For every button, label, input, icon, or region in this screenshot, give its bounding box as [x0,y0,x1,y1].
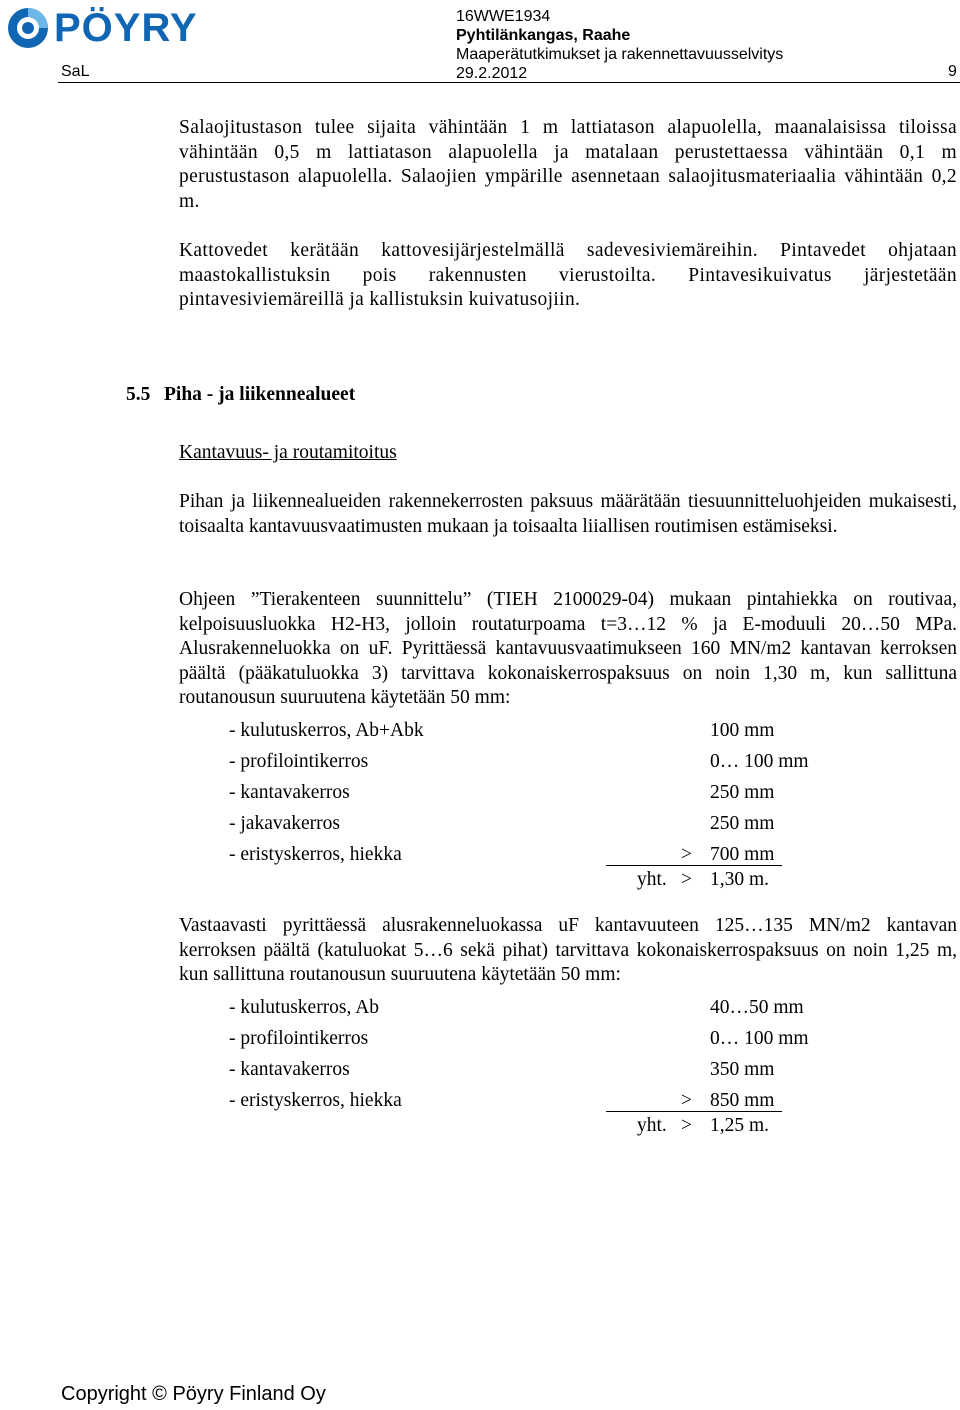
section-title: Piha - ja liikennealueet [164,384,356,405]
layer-label: - kulutuskerros, Ab+Abk [229,720,424,741]
roof-water-paragraph: Kattovedet kerätään kattovesijärjestelmällä sadevesiviemäreihin. Pintavedet ohjataan maastokallistuksin pois rakennusten vierustoilta. Pintavesikuivatus järjestetään pintavesiviemäreillä ja kallistuksin kuivatusojiin. [179,240,957,310]
guideline-paragraph: Ohjeen ”Tierakenteen suunnittelu” (TIEH 2100029-04) mukaan pintahiekka on routivaa, kelpoisuusluokka H2-H3, jolloin routaturpoama t=3…12 % ja E-moduuli 20…50 MPa. Alusrakenneluokka on uF. Pyrittäessä kantavuusvaatimukseen 160 MN/m2 kantavan kerroksen päältä (pääkatuluokka 3) tarvittava kokonaiskerrospaksuus on noin 1,30 m, kun sallittuna routanousun suuruutena käytetään 50 mm: [179,589,957,708]
page-number: 9 [948,63,957,80]
total-value: 1,30 m. [710,869,770,890]
total-prefix: > [681,869,692,890]
layer-label: - kulutuskerros, Ab [229,997,380,1018]
section-number: 5.5 [126,384,151,405]
layer-value: 250 mm [710,782,775,803]
document-id: 16WWE1934 [456,8,551,25]
layer-value: 100 mm [710,720,775,741]
drainage-paragraph: Salaojitustason tulee sijaita vähintään 1 m lattiatason alapuolella, maanalaisissa tiloissa vähintään 0,5 m lattiatason alapuolella ja matalaan perustettaessa vähintään 0,1 m perustustason alapuolella. Salaojien ympärille asennetaan salaojitusmateriaalia vähintään 0,2 m. [179,117,957,212]
document-header [456,7,783,83]
project-location: Pyhtilänkangas, Raahe [456,27,631,44]
total-label: yht. [637,869,667,890]
sum-underline [606,865,782,866]
layer-value: 0… 100 mm [710,751,809,772]
poyry-logo-icon [6,6,50,50]
layer-label: - eristyskerros, hiekka [229,844,402,865]
total-label: yht. [637,1115,667,1136]
layer-value: 40…50 mm [710,997,804,1018]
layer-label: - eristyskerros, hiekka [229,1090,402,1111]
layer-label: - profilointikerros [229,1028,369,1049]
header-divider [58,82,960,83]
layer-label: - kantavakerros [229,782,350,803]
total-prefix: > [681,1115,692,1136]
layer-value: 700 mm [710,844,775,865]
document-subject: Maaperätutkimukset ja rakennettavuusselvitys [456,46,784,63]
sum-underline [606,1111,782,1112]
author-initials: SaL [61,63,90,80]
alternative-paragraph: Vastaavasti pyrittäessä alusrakenneluokassa uF kantavuuteen 125…135 MN/m2 kantavan kerroksen päältä (katuluokat 5…6 sekä pihat) tarvittava kokonaiskerrospaksuus on noin 1,25 m, kun sallittuna routanousun suuruutena käytetään 50 mm: [179,915,957,985]
subheading: Kantavuus- ja routamitoitus [179,442,397,463]
layer-label: - profilointikerros [229,751,369,772]
layer-prefix: > [681,844,692,865]
layer-value: 250 mm [710,813,775,834]
logo-wordmark: PÖYRY [54,6,198,50]
document-date: 29.2.2012 [456,65,528,82]
total-value: 1,25 m. [710,1115,770,1136]
layer-value: 350 mm [710,1059,775,1080]
company-logo [6,6,198,50]
layer-label: - jakavakerros [229,813,340,834]
copyright-footer: Copyright © Pöyry Finland Oy [61,1383,326,1405]
layer-prefix: > [681,1090,692,1111]
layer-value: 850 mm [710,1090,775,1111]
layer-label: - kantavakerros [229,1059,350,1080]
thickness-paragraph: Pihan ja liikennealueiden rakennekerrosten paksuus määrätään tiesuunnitteluohjeiden mukaisesti, toisaalta kantavuusvaatimusten mukaan ja toisaalta liiallisen routimisen estämiseksi. [179,491,957,537]
layer-value: 0… 100 mm [710,1028,809,1049]
